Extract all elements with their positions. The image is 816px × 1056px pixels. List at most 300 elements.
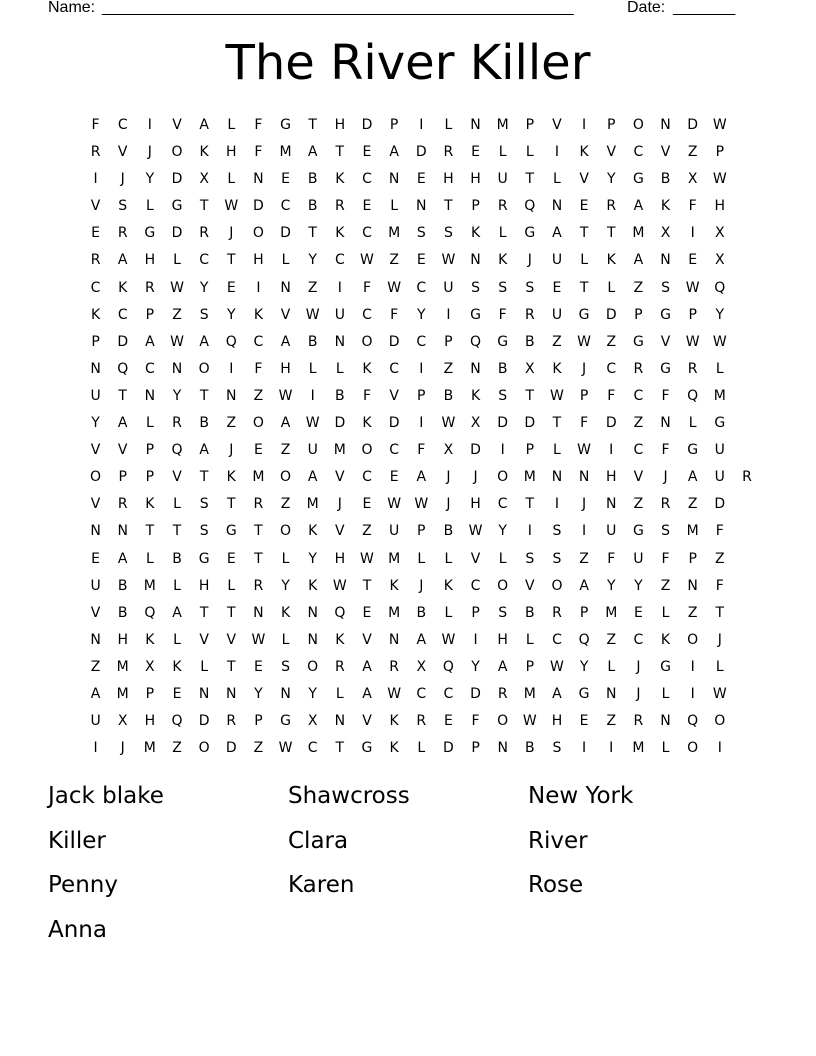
- grid-letter: Y: [416, 306, 426, 323]
- grid-letter: A: [362, 658, 372, 675]
- grid-letter: C: [280, 198, 291, 215]
- grid-letter: K: [579, 144, 589, 161]
- grid-letter: E: [172, 685, 182, 702]
- grid-letter: A: [579, 577, 589, 594]
- grid-letter: O: [171, 144, 183, 161]
- grid-letter: Z: [552, 333, 562, 350]
- grid-letter: P: [417, 523, 426, 540]
- grid-letter: A: [199, 117, 209, 133]
- grid-letter: V: [552, 117, 562, 133]
- grid-letter: V: [579, 171, 589, 188]
- grid-letter: G: [171, 198, 183, 215]
- grid-letter: Y: [226, 306, 236, 323]
- grid-letter: N: [253, 171, 264, 188]
- grid-letter: K: [226, 469, 236, 486]
- grid-letter: C: [362, 225, 372, 242]
- grid-row: [82, 518, 761, 545]
- grid-letter: M: [333, 442, 346, 459]
- grid-letter: I: [93, 740, 98, 757]
- grid-letter: L: [715, 360, 724, 377]
- grid-letter: K: [362, 415, 372, 432]
- grid-letter: G: [660, 306, 671, 323]
- grid-letter: M: [143, 740, 156, 757]
- grid-letter: W: [468, 523, 483, 540]
- grid-row: [82, 708, 761, 735]
- grid-letter: C: [606, 360, 617, 377]
- grid-letter: K: [280, 604, 291, 621]
- grid-letter: I: [446, 306, 451, 323]
- grid-letter: D: [361, 117, 373, 133]
- grid-letter: L: [553, 442, 561, 459]
- grid-letter: U: [633, 550, 644, 567]
- grid-letter: A: [552, 685, 562, 702]
- grid-letter: U: [334, 306, 345, 323]
- grid-letter: F: [254, 117, 263, 133]
- grid-letter: I: [690, 225, 695, 242]
- grid-letter: Q: [171, 713, 183, 730]
- grid-row: [82, 573, 761, 600]
- grid-letter: P: [525, 442, 535, 459]
- grid-letter: I: [582, 740, 587, 757]
- grid-letter: H: [470, 171, 481, 188]
- grid-letter: F: [362, 387, 371, 404]
- grid-letter: K: [90, 306, 101, 323]
- grid-letter: W: [387, 685, 402, 702]
- grid-letter: A: [117, 550, 128, 567]
- grid-letter: B: [525, 740, 535, 757]
- grid-letter: F: [607, 550, 616, 567]
- grid-letter: V: [117, 442, 128, 459]
- grid-letter: A: [552, 225, 562, 242]
- grid-letter: O: [687, 631, 699, 648]
- grid-letter: Z: [687, 604, 698, 621]
- grid-letter: K: [118, 279, 128, 296]
- grid-letter: L: [661, 740, 670, 757]
- grid-letter: H: [334, 117, 346, 133]
- grid-letter: Z: [633, 496, 644, 513]
- grid-letter: K: [606, 252, 616, 269]
- grid-letter: G: [660, 360, 671, 377]
- grid-letter: I: [690, 685, 695, 702]
- grid-letter: R: [199, 225, 209, 242]
- grid-letter: M: [632, 740, 645, 757]
- grid-letter: N: [551, 198, 563, 215]
- grid-letter: A: [280, 415, 291, 432]
- grid-letter: A: [307, 469, 318, 486]
- grid-letter: K: [389, 740, 399, 757]
- grid-letter: P: [471, 198, 480, 215]
- grid-letter: S: [498, 387, 508, 404]
- grid-letter: X: [660, 225, 671, 242]
- grid-letter: L: [173, 577, 181, 594]
- grid-letter: R: [524, 306, 535, 323]
- grid-letter: S: [281, 658, 290, 675]
- grid-letter: L: [173, 496, 181, 513]
- grid-letter: Y: [172, 387, 182, 404]
- grid-letter: A: [633, 198, 644, 215]
- grid-letter: Z: [172, 306, 182, 323]
- grid-letter: F: [661, 550, 670, 567]
- grid-letter: T: [254, 523, 263, 540]
- grid-letter: W: [550, 658, 564, 675]
- grid-letter: N: [470, 252, 481, 269]
- grid-row: [82, 220, 761, 247]
- grid-letter: K: [335, 225, 345, 242]
- grid-letter: E: [579, 713, 589, 730]
- word-list-item: River: [528, 827, 588, 854]
- grid-letter: S: [199, 496, 209, 513]
- grid-letter: B: [525, 333, 535, 350]
- grid-letter: D: [470, 442, 481, 459]
- grid-letter: A: [280, 333, 291, 350]
- grid-letter: D: [443, 740, 454, 757]
- grid-letter: L: [227, 171, 236, 188]
- grid-row: [82, 491, 761, 518]
- grid-letter: G: [144, 225, 156, 242]
- grid-letter: N: [280, 279, 291, 296]
- grid-letter: L: [553, 171, 561, 188]
- grid-letter: F: [661, 442, 670, 459]
- grid-letter: L: [145, 415, 154, 432]
- grid-letter: A: [90, 685, 101, 702]
- grid-letter: C: [253, 333, 264, 350]
- grid-letter: U: [307, 442, 318, 459]
- grid-letter: Z: [389, 252, 399, 269]
- grid-letter: Z: [226, 415, 237, 432]
- grid-letter: T: [254, 550, 263, 567]
- grid-letter: S: [552, 550, 562, 567]
- grid-letter: O: [307, 658, 319, 675]
- grid-letter: Q: [171, 442, 183, 459]
- grid-letter: A: [416, 469, 427, 486]
- grid-letter: O: [361, 333, 373, 350]
- grid-letter: T: [118, 387, 127, 404]
- grid-letter: U: [388, 523, 400, 540]
- grid-letter: J: [717, 631, 722, 648]
- grid-letter: C: [362, 171, 372, 188]
- grid-letter: W: [577, 442, 592, 459]
- grid-letter: Y: [281, 577, 290, 594]
- grid-letter: I: [554, 496, 560, 513]
- grid-letter: W: [441, 415, 456, 432]
- grid-letter: F: [607, 387, 616, 404]
- grid-letter: P: [525, 658, 535, 675]
- grid-letter: R: [416, 713, 427, 730]
- grid-letter: D: [198, 713, 210, 730]
- grid-letter: V: [660, 333, 671, 350]
- grid-letter: G: [280, 117, 291, 133]
- grid-letter: P: [688, 306, 697, 323]
- grid-letter: R: [253, 577, 264, 594]
- grid-letter: W: [278, 387, 293, 404]
- grid-letter: V: [335, 469, 345, 486]
- grid-letter: G: [632, 333, 644, 350]
- grid-letter: R: [144, 279, 155, 296]
- grid-letter: L: [145, 550, 154, 567]
- grid-letter: T: [145, 523, 155, 540]
- grid-letter: T: [444, 198, 453, 215]
- grid-letter: I: [609, 740, 614, 757]
- grid-letter: N: [334, 333, 346, 350]
- grid-letter: V: [335, 523, 345, 540]
- grid-letter: L: [281, 252, 290, 269]
- grid-letter: U: [606, 523, 617, 540]
- name-label: Name:: [48, 0, 96, 16]
- grid-letter: H: [144, 713, 156, 730]
- grid-letter: C: [362, 469, 372, 486]
- grid-letter: R: [552, 604, 562, 621]
- grid-letter: D: [524, 415, 536, 432]
- grid-letter: N: [253, 604, 264, 621]
- grid-letter: K: [308, 577, 318, 594]
- grid-letter: W: [712, 333, 727, 350]
- grid-letter: O: [361, 442, 373, 459]
- grid-letter: H: [714, 198, 726, 215]
- grid-letter: M: [306, 496, 319, 513]
- grid-letter: N: [144, 387, 156, 404]
- grid-letter: E: [253, 442, 263, 459]
- grid-letter: H: [117, 631, 128, 648]
- grid-letter: I: [717, 740, 722, 757]
- grid-letter: E: [443, 713, 453, 730]
- name-field-line: _____________________________________________________: [102, 0, 574, 16]
- grid-letter: V: [470, 550, 481, 567]
- grid-letter: C: [416, 279, 427, 296]
- grid-letter: S: [525, 279, 535, 296]
- grid-letter: P: [417, 387, 426, 404]
- grid-row: [82, 247, 761, 274]
- grid-letter: C: [633, 387, 644, 404]
- grid-letter: Q: [225, 333, 237, 350]
- grid-letter: O: [632, 117, 644, 133]
- grid-letter: G: [280, 713, 291, 730]
- grid-letter: U: [714, 469, 725, 486]
- grid-letter: G: [225, 523, 237, 540]
- grid-letter: A: [307, 144, 318, 161]
- grid-letter: X: [199, 171, 209, 188]
- grid-letter: M: [605, 604, 618, 621]
- grid-letter: V: [633, 469, 644, 486]
- grid-letter: H: [198, 577, 210, 594]
- grid-letter: Z: [253, 387, 264, 404]
- grid-letter: E: [552, 279, 562, 296]
- grid-letter: W: [332, 577, 347, 594]
- grid-letter: P: [471, 740, 480, 757]
- grid-letter: L: [661, 604, 670, 621]
- grid-letter: W: [387, 496, 402, 513]
- grid-letter: L: [444, 604, 453, 621]
- grid-letter: G: [714, 415, 726, 432]
- grid-letter: L: [281, 631, 290, 648]
- grid-letter: C: [199, 252, 210, 269]
- grid-letter: B: [660, 171, 671, 188]
- grid-letter: R: [443, 144, 454, 161]
- grid-letter: Z: [280, 442, 291, 459]
- grid-letter: S: [661, 523, 670, 540]
- grid-letter: N: [198, 685, 210, 702]
- grid-letter: O: [714, 713, 726, 730]
- grid-letter: D: [388, 333, 400, 350]
- grid-letter: K: [253, 306, 263, 323]
- grid-letter: L: [607, 279, 616, 296]
- grid-letter: T: [199, 604, 209, 621]
- grid-letter: B: [335, 387, 345, 404]
- grid-letter: M: [523, 469, 536, 486]
- grid-letter: O: [497, 469, 509, 486]
- grid-letter: C: [552, 631, 562, 648]
- grid-letter: E: [633, 604, 643, 621]
- grid-letter: K: [199, 144, 209, 161]
- grid-letter: P: [607, 117, 616, 133]
- grid-letter: O: [280, 523, 292, 540]
- grid-letter: A: [199, 442, 209, 459]
- grid-letter: J: [419, 577, 424, 594]
- grid-letter: K: [145, 496, 155, 513]
- grid-letter: T: [226, 252, 236, 269]
- letter-grid: [82, 112, 761, 762]
- grid-letter: V: [362, 713, 372, 730]
- grid-letter: R: [334, 658, 345, 675]
- grid-letter: Z: [715, 550, 725, 567]
- grid-letter: F: [688, 198, 697, 215]
- grid-letter: E: [281, 171, 290, 188]
- grid-letter: N: [687, 577, 698, 594]
- grid-letter: K: [498, 252, 508, 269]
- grid-letter: C: [443, 685, 454, 702]
- grid-letter: Q: [524, 198, 536, 215]
- grid-letter: O: [551, 577, 563, 594]
- grid-letter: D: [687, 117, 699, 133]
- grid-letter: X: [715, 252, 725, 269]
- grid-letter: I: [337, 279, 342, 296]
- header: [0, 0, 816, 20]
- grid-letter: L: [308, 360, 317, 377]
- grid-letter: N: [171, 360, 183, 377]
- grid-row: [82, 735, 761, 762]
- grid-letter: R: [606, 198, 617, 215]
- grid-letter: P: [389, 117, 399, 133]
- grid-letter: R: [253, 496, 264, 513]
- word-list-item: Shawcross: [288, 783, 410, 809]
- grid-letter: Z: [90, 658, 101, 675]
- grid-letter: T: [579, 225, 589, 242]
- grid-letter: A: [633, 252, 644, 269]
- grid-letter: Q: [714, 279, 726, 296]
- grid-letter: R: [334, 198, 345, 215]
- grid-letter: Z: [660, 577, 671, 594]
- grid-letter: C: [90, 279, 101, 296]
- grid-letter: V: [90, 442, 101, 459]
- grid-letter: X: [307, 713, 318, 730]
- grid-letter: K: [660, 631, 671, 648]
- grid-letter: H: [253, 252, 264, 269]
- grid-letter: Y: [606, 171, 616, 188]
- grid-letter: Y: [308, 685, 317, 702]
- grid-letter: V: [280, 306, 291, 323]
- grid-letter: K: [470, 225, 481, 242]
- grid-letter: I: [419, 117, 424, 133]
- grid-letter: C: [633, 442, 644, 459]
- grid-letter: O: [252, 415, 264, 432]
- grid-letter: L: [335, 360, 344, 377]
- grid-letter: I: [554, 144, 560, 161]
- grid-letter: F: [362, 279, 371, 296]
- grid-letter: N: [416, 198, 427, 215]
- grid-letter: J: [120, 171, 125, 188]
- grid-letter: Y: [471, 658, 480, 675]
- grid-letter: N: [307, 604, 318, 621]
- grid-letter: V: [389, 387, 399, 404]
- grid-letter: V: [172, 117, 182, 133]
- grid-letter: T: [199, 198, 209, 215]
- grid-letter: T: [226, 604, 236, 621]
- grid-letter: D: [171, 225, 183, 242]
- grid-letter: E: [416, 171, 426, 188]
- grid-letter: C: [117, 117, 128, 133]
- grid-letter: E: [362, 198, 372, 215]
- grid-letter: P: [91, 333, 100, 350]
- grid-letter: L: [607, 658, 616, 675]
- grid-letter: B: [199, 415, 209, 432]
- grid-letter: N: [606, 496, 617, 513]
- grid-letter: L: [173, 252, 181, 269]
- grid-letter: K: [443, 577, 453, 594]
- grid-row: [82, 464, 761, 491]
- grid-row: [82, 383, 761, 410]
- grid-letter: B: [443, 387, 454, 404]
- grid-row: [82, 410, 761, 437]
- grid-letter: F: [417, 442, 426, 459]
- grid-letter: G: [198, 550, 210, 567]
- grid-letter: W: [387, 279, 402, 296]
- grid-letter: N: [660, 713, 671, 730]
- grid-letter: B: [525, 604, 535, 621]
- grid-letter: J: [446, 469, 451, 486]
- grid-letter: N: [497, 740, 508, 757]
- grid-letter: R: [497, 198, 508, 215]
- grid-letter: K: [552, 360, 562, 377]
- grid-letter: V: [90, 604, 101, 621]
- grid-letter: A: [172, 604, 182, 621]
- grid-letter: J: [229, 442, 234, 459]
- grid-letter: Q: [687, 387, 699, 404]
- grid-letter: E: [253, 658, 263, 675]
- grid-letter: I: [473, 631, 478, 648]
- grid-letter: W: [360, 252, 374, 269]
- grid-letter: J: [527, 252, 532, 269]
- grid-letter: S: [443, 225, 453, 242]
- grid-letter: B: [443, 523, 454, 540]
- grid-letter: Z: [307, 279, 318, 296]
- grid-letter: J: [229, 225, 234, 242]
- grid-letter: C: [416, 685, 427, 702]
- grid-letter: J: [636, 658, 641, 675]
- grid-letter: K: [470, 387, 481, 404]
- grid-letter: W: [170, 333, 184, 350]
- grid-letter: F: [498, 306, 507, 323]
- grid-row: [82, 112, 761, 139]
- grid-letter: T: [579, 279, 589, 296]
- grid-letter: C: [633, 631, 644, 648]
- grid-row: [82, 302, 761, 329]
- grid-letter: T: [525, 171, 535, 188]
- grid-letter: E: [389, 469, 399, 486]
- grid-letter: W: [685, 333, 700, 350]
- grid-letter: V: [660, 144, 671, 161]
- grid-letter: A: [416, 631, 427, 648]
- grid-letter: U: [443, 279, 454, 296]
- grid-letter: N: [90, 631, 101, 648]
